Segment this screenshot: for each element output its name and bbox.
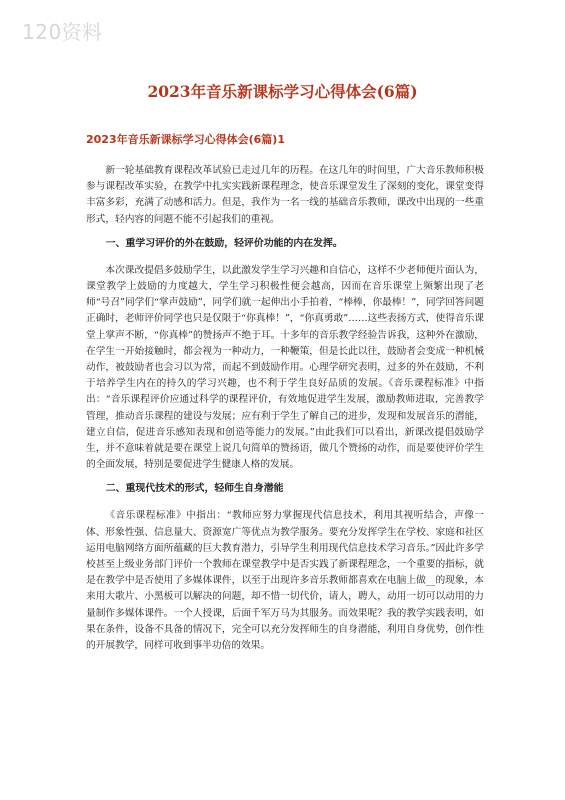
- paragraph-evaluation: 本次课改提倡多鼓励学生，以此激发学生学习兴趣和自信心，这样不少老师便片面认为，课堂教学上鼓励的力度越大，学生学习积极性便会越高，因而在音乐课堂上频繁出现了老师“号召”同学们“掌声鼓励”，同学们就一起伸出小手拍着，“棒棒，你最棒！”，同学回答问题正确时，老师评价同学也只是仅限于“你真棒！”，“你真勇敢”……这些表扬方式，使得音乐课堂上掌声不断，“你真棒”的赞扬声不绝于耳。十多年的音乐教学经验告诉我，这种外在激励，在学生一开始接触时，都会视为一种动力，一种鞭策，但是长此以往，鼓励者会变成一种机械动作，被鼓励者也会习以为常，而起不到鼓励作用。心理学研究表明，过多的外在鼓励，不利于培养学生内在的持久的学习兴趣，也不利于学生良好品质的发展。《音乐课程标准》中指出：“音乐课程评价应通过科学的课程评价，有效地促进学生发展，激励教师进取，完善教学管理，推动音乐课程的建设与发展；应有利于学生了解自己的进步，发现和发展音乐的潜能，建立自信，促进音乐感知表现和创造等能力的发展。”由此我们可以看出，新课改提倡鼓励学生，并不意味着就是要在课堂上说几句简单的赞扬语，做几个赞扬的动作，而是要使评价学生的全面发展，特别是要促进学生健康人格的发展。: [86, 264, 484, 471]
- paragraph-intro: 新一轮基础教育课程改革试验已走过几年的历程。在这几年的时间里，广大音乐教师积极参与课程改革实验，在教学中扎实实践新课程理念，使音乐课堂发生了深刻的变化，课堂变得丰富多彩，充满了动感和活力。但是，我作为一名一线的基础音乐教师，课改中出现的一些重形式，轻内容的问题不能不引起我们的重视。: [86, 165, 484, 225]
- heading-evaluation: 一、重学习评价的外在鼓励，轻评价功能的内在发挥。: [105, 237, 343, 249]
- section-title: 2023年音乐新课标学习心得体会(6篇)1: [86, 133, 285, 146]
- document-body: [86, 163, 484, 662]
- watermark-logo: 120资料: [22, 20, 103, 44]
- paragraph-technology: 《音乐课程标准》中指出：“教师应努力掌握现代信息技术，利用其视听结合，声像一体、形象性强、信息量大、资源宽广等优点为教学服务。要充分发挥学生在学校、家庭和社区运用电脑网络方面所蕴藏的巨大教育潜力，引导学生利用现代信息技术学习音乐。”因此许多学校甚至上级业务部门评价一个教师在课堂教学中是否实践了新课程理念，一个重要的指标，就是在教学中是否使用了多媒体课件，以至于出现许多音乐教师都喜欢在电脑上做__的现象，本来用大歌片、小黑板可以解决的问题，却不惜一切代价，请人，聘人，动用一切可以动用的力量制作多媒体课件。一个人授课，后面千军万马为其服务。而效果呢？我的教学实践表明，如果在条件，设备不具备的情况下，完全可以充分发挥师生的自身潜能，利用自身优势，创作性的开展教学，同样可收到事半功倍的效果。: [86, 510, 484, 652]
- heading-technology: 二、重现代技术的形式，轻师生自身潜能: [105, 483, 284, 495]
- document-title: 2023年音乐新课标学习心得体会(6篇): [147, 82, 418, 101]
